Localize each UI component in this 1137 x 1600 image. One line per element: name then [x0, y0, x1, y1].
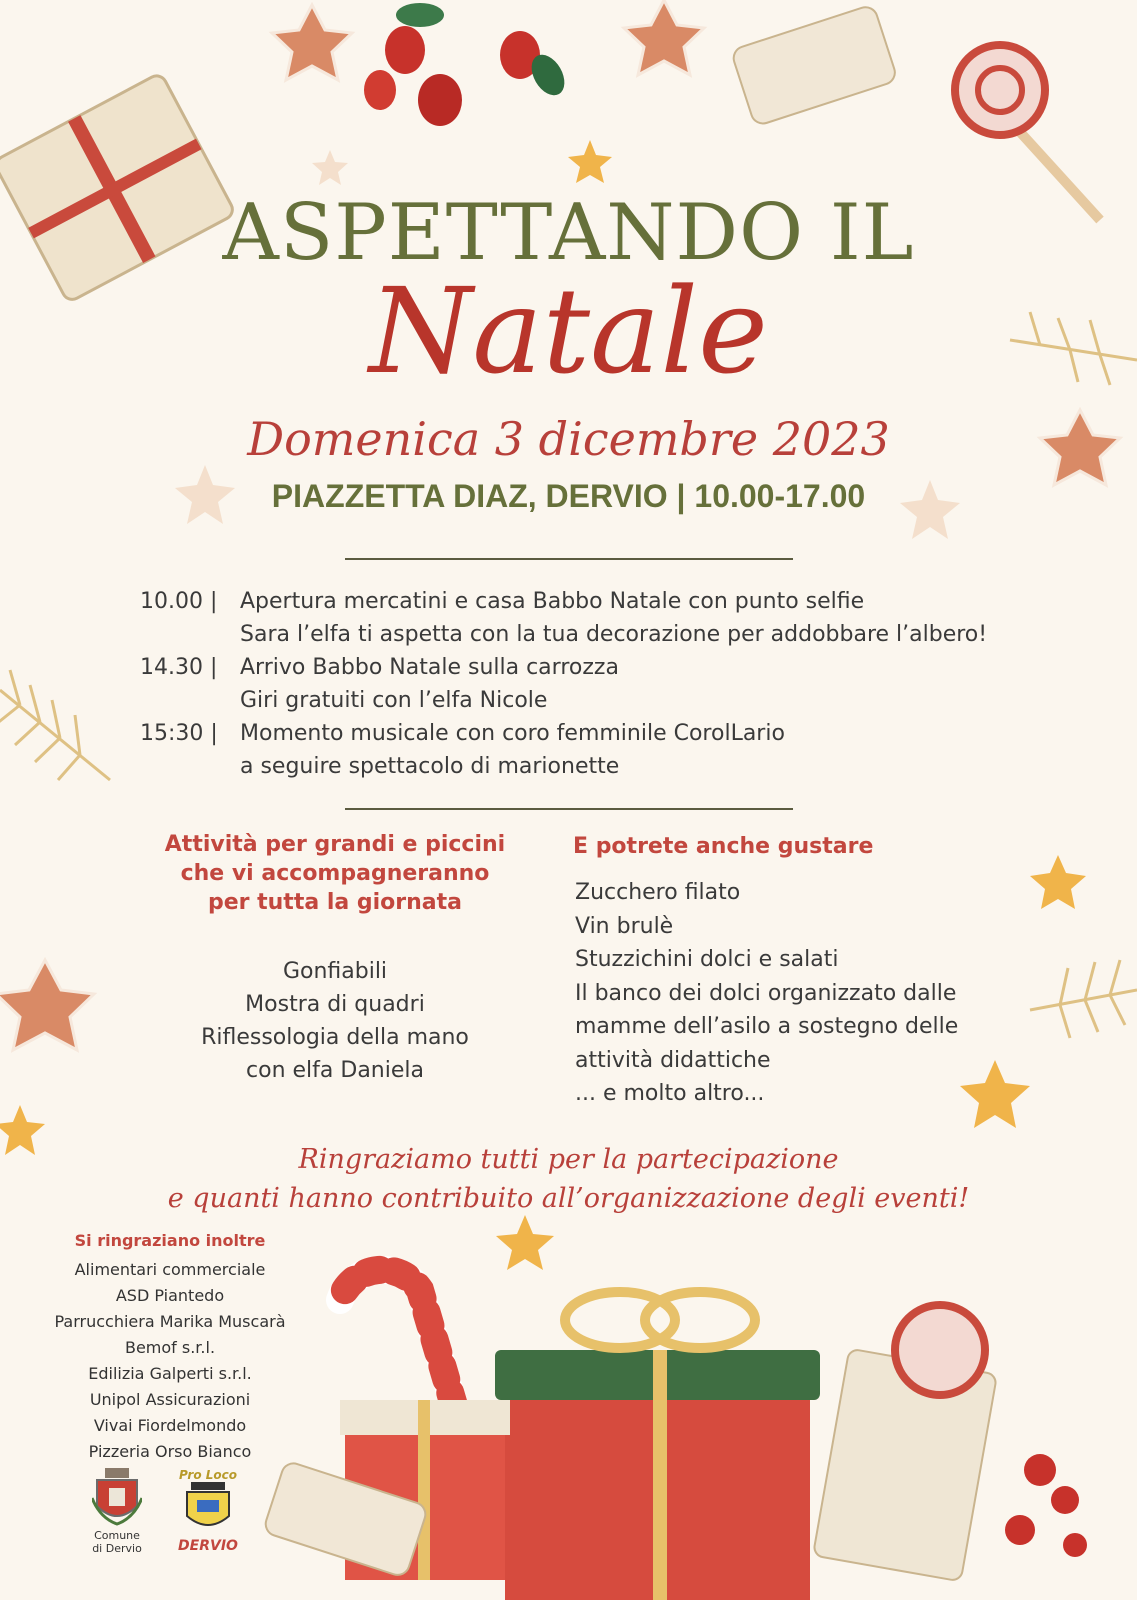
list-item: Vivai Fiordelmondo [93, 1416, 247, 1435]
schedule-line: Sara l’elfa ti aspetta con la tua decorazione per addobbare l’albero! [240, 622, 988, 647]
list-item: Unipol Assicurazioni [89, 1390, 251, 1409]
divider [345, 808, 793, 810]
list-item: Gonfiabili [282, 959, 388, 984]
event-date: Domenica 3 dicembre 2023 [247, 412, 890, 466]
schedule-line: Giri gratuiti con l’elfa Nicole [240, 688, 548, 713]
event-place-time: PIAZZETTA DIAZ, DERVIO | 10.00-17.00 [271, 478, 866, 514]
proloco-town: DERVIO [178, 1538, 238, 1554]
thanks-message [0, 1140, 1137, 1218]
list-item: attività didattiche [575, 1047, 771, 1073]
food-list [575, 876, 1005, 1111]
list-item: Mostra di quadri [245, 992, 425, 1017]
schedule-time: 14.30 | [140, 655, 218, 680]
schedule [140, 585, 1060, 783]
list-item: Stuzzichini dolci e salati [575, 947, 839, 972]
coat-of-arms-icon [92, 1468, 142, 1526]
comune-label: Comune [94, 1529, 140, 1542]
list-item: ... e molto altro... [575, 1081, 765, 1106]
list-item: Edilizia Galperti s.r.l. [88, 1364, 252, 1383]
event-title-natale: Natale [369, 262, 768, 400]
thanks-line: Ringraziamo tutti per la partecipazione [298, 1144, 839, 1175]
list-item: Il banco dei dolci organizzato dalle [575, 980, 957, 1006]
activities-title [140, 830, 530, 917]
list-item: Bemof s.r.l. [124, 1338, 216, 1357]
activities-title-line: che vi accompagneranno [180, 861, 490, 886]
schedule-line: Apertura mercatini e casa Babbo Natale con punto selfie [240, 589, 865, 614]
schedule-line: Momento musicale con coro femminile CorolLario [240, 721, 785, 746]
divider [345, 558, 793, 560]
list-item: Riflessologia della mano [201, 1025, 469, 1050]
sponsors-title: Si ringraziano inoltre [74, 1231, 266, 1250]
bottom-berries-icon [1005, 1454, 1087, 1557]
comune-logo [82, 1468, 152, 1555]
gift-tag-icon [731, 4, 898, 126]
list-item: Alimentari commerciale [74, 1260, 266, 1279]
schedule-time: 10.00 | [140, 589, 218, 614]
schedule-row [140, 651, 1060, 717]
list-item: Zucchero filato [575, 880, 741, 905]
list-item: Parrucchiera Marika Muscarà [54, 1312, 286, 1331]
list-item: mamme dell’asilo a sostegno delle [575, 1014, 959, 1039]
schedule-row [140, 585, 1060, 651]
list-item: con elfa Daniela [246, 1058, 424, 1083]
proloco-logo [168, 1468, 248, 1554]
list-item: Vin brulè [575, 913, 674, 939]
schedule-time: 15:30 | [140, 721, 218, 746]
bottom-gift-tag-icon [813, 1305, 997, 1581]
proloco-shield-icon [183, 1482, 233, 1534]
activities-title-line: Attività per grandi e piccini [164, 832, 506, 857]
schedule-line: a seguire spettacolo di marionette [240, 754, 620, 779]
schedule-line: Arrivo Babbo Natale sulla carrozza [240, 655, 619, 680]
sponsors-list [20, 1257, 320, 1465]
list-item: ASD Piantedo [115, 1286, 225, 1305]
thanks-line: e quanti hanno contribuito all’organizzazione degli eventi! [167, 1183, 970, 1214]
activities-list [140, 955, 530, 1087]
big-gift-icon [495, 1292, 820, 1600]
food-title: E potrete anche gustare [573, 834, 874, 859]
event-title: ASPETTANDO IL [222, 188, 915, 278]
comune-label: di Dervio [92, 1542, 142, 1555]
schedule-row [140, 717, 1060, 783]
proloco-label: Pro Loco [178, 1468, 237, 1482]
activities-title-line: per tutta la giornata [207, 890, 463, 915]
list-item: Pizzeria Orso Bianco [88, 1442, 252, 1461]
berries-icon [364, 3, 571, 126]
